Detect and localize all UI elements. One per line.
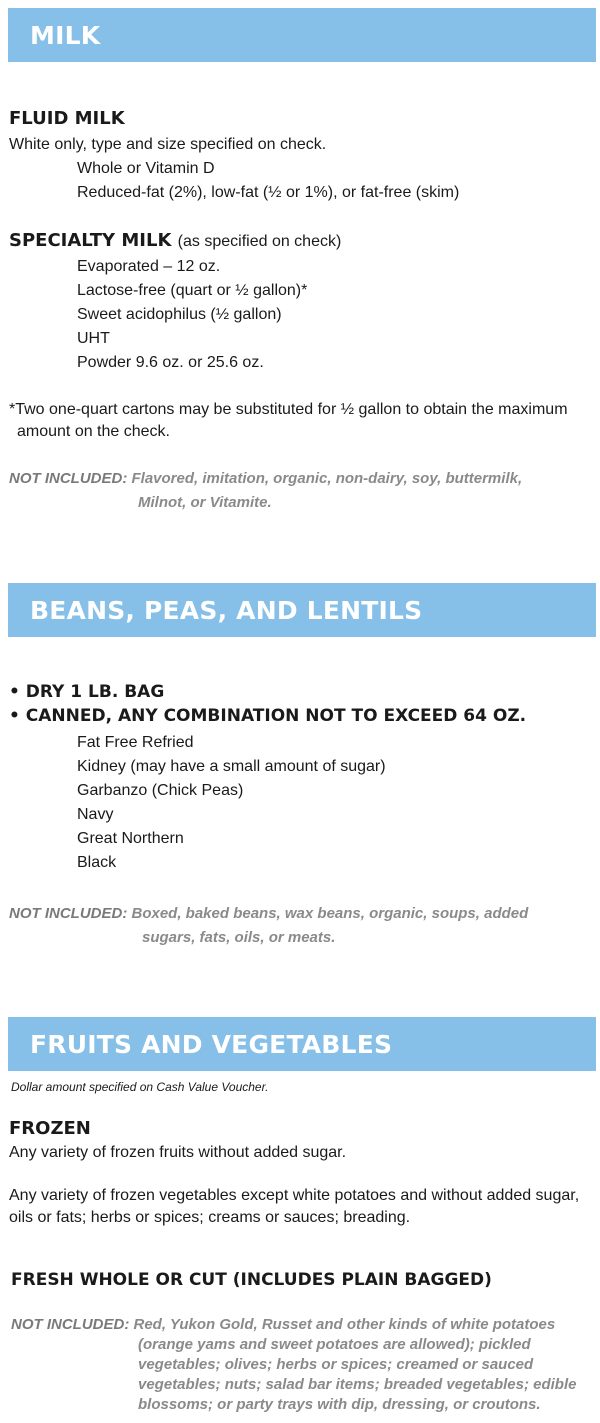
fruits-not-included-label: NOT INCLUDED: <box>11 1316 130 1333</box>
fruits-not-included-line: vegetables; nuts; salad bar items; breaded vegetables; edible <box>138 1376 577 1393</box>
fluid-milk-item: Reduced-fat (2%), low-fat (½ or 1%), or fat-free (skim) <box>77 184 460 201</box>
beans-section-header <box>8 583 596 637</box>
milk-not-included-cont: Milnot, or Vitamite. <box>138 494 272 511</box>
frozen-title: FROZEN <box>9 1118 91 1139</box>
milk-section-header <box>8 8 596 62</box>
specialty-milk-item: UHT <box>77 330 110 347</box>
fruits-header-text: FRUITS AND VEGETABLES <box>30 1029 393 1059</box>
frozen-fruits-text: Any variety of frozen fruits without added sugar. <box>9 1144 347 1161</box>
frozen-veg-text: Any variety of frozen vegetables except white potatoes and without added sugar, <box>9 1187 580 1204</box>
specialty-milk-note: (as specified on check) <box>177 233 342 250</box>
specialty-milk-item: Powder 9.6 oz. or 25.6 oz. <box>77 354 264 371</box>
fruits-not-included-line: vegetables; olives; herbs or spices; creamed or sauced <box>138 1356 534 1373</box>
beans-not-included-cont: sugars, fats, oils, or meats. <box>142 929 336 946</box>
fresh-title: FRESH WHOLE OR CUT (INCLUDES PLAIN BAGGED) <box>11 1270 492 1290</box>
beans-item: Navy <box>77 806 114 823</box>
fruits-section-header <box>8 1017 596 1071</box>
fluid-milk-title: FLUID MILK <box>9 108 125 129</box>
specialty-milk-item: Evaporated – 12 oz. <box>77 258 221 275</box>
milk-not-included-text: Flavored, imitation, organic, non-dairy, soy, buttermilk, <box>131 470 523 487</box>
beans-dry-bullet: • DRY 1 LB. BAG <box>9 682 165 702</box>
beans-item: Black <box>77 854 117 871</box>
milk-not-included-label: NOT INCLUDED: <box>9 470 128 487</box>
milk-footnote: *Two one-quart cartons may be substituted for ½ gallon to obtain the maximum <box>9 401 568 418</box>
milk-not-included <box>9 468 522 490</box>
fruits-not-included <box>11 1314 555 1336</box>
beans-not-included-text: Boxed, baked beans, wax beans, organic, soups, added <box>131 905 529 922</box>
milk-footnote-cont: amount on the check. <box>17 423 170 440</box>
beans-item: Fat Free Refried <box>77 734 194 751</box>
beans-item: Garbanzo (Chick Peas) <box>77 782 244 799</box>
voucher-note: Dollar amount specified on Cash Value Voucher. <box>11 1080 269 1094</box>
specialty-milk-item: Lactose-free (quart or ½ gallon)* <box>77 282 308 299</box>
fruits-not-included-line: blossoms; or party trays with dip, dressing, or croutons. <box>138 1396 541 1413</box>
milk-header-text: MILK <box>30 20 101 50</box>
fluid-milk-desc: White only, type and size specified on check. <box>9 136 327 153</box>
beans-not-included-label: NOT INCLUDED: <box>9 905 128 922</box>
frozen-veg-text-cont: oils or fats; herbs or spices; creams or sauces; breading. <box>9 1209 411 1226</box>
specialty-milk-item: Sweet acidophilus (½ gallon) <box>77 306 282 323</box>
fruits-not-included-text: Red, Yukon Gold, Russet and other kinds of white potatoes <box>133 1316 556 1333</box>
specialty-milk-title-text: SPECIALTY MILK <box>9 230 172 251</box>
beans-not-included <box>9 903 528 925</box>
beans-item: Kidney (may have a small amount of sugar) <box>77 758 386 775</box>
beans-canned-bullet: • CANNED, ANY COMBINATION NOT TO EXCEED 64 OZ. <box>9 706 527 726</box>
fruits-not-included-line: (orange yams and sweet potatoes are allowed); pickled <box>138 1336 531 1353</box>
beans-item: Great Northern <box>77 830 184 847</box>
beans-header-text: BEANS, PEAS, AND LENTILS <box>30 595 423 625</box>
fluid-milk-item: Whole or Vitamin D <box>77 160 215 177</box>
specialty-milk-title <box>9 230 341 251</box>
